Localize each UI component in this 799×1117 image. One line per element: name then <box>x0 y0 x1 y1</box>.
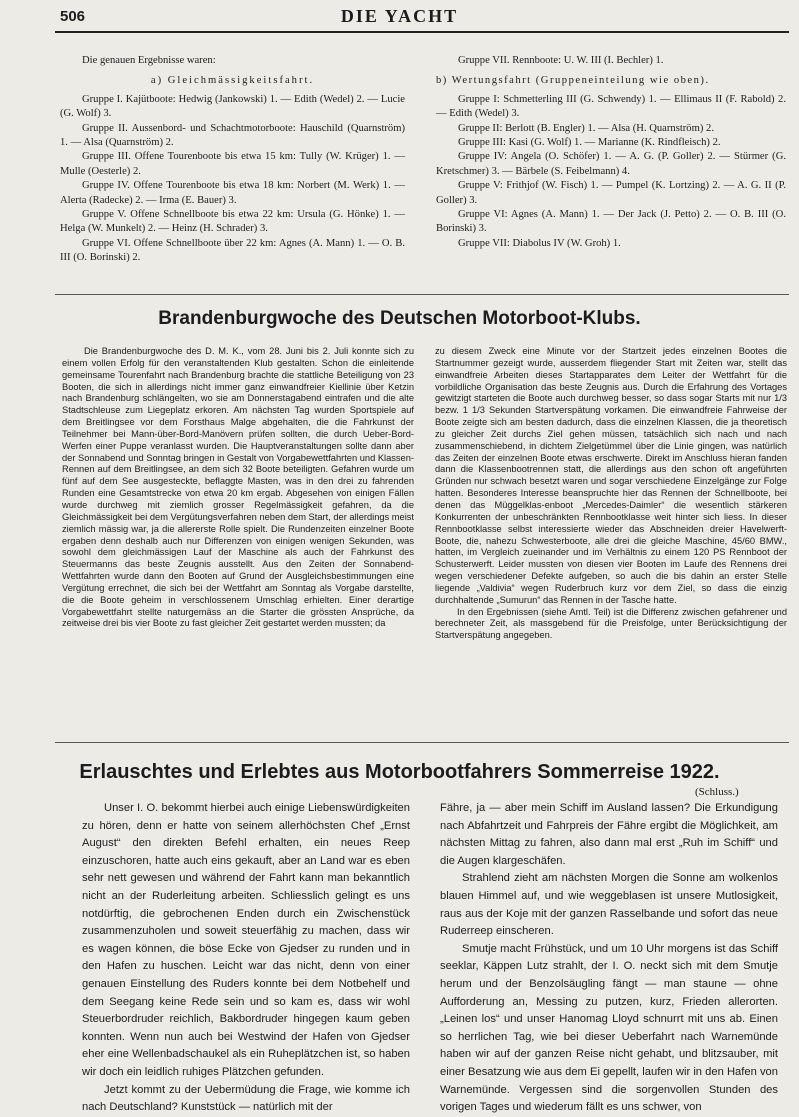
article-paragraph: Fähre, ja — aber mein Schiff im Ausland lassen? Die Erkundigung nach Abfahrtzeit und Fahrpreis der Fähre ergibt die Möglichkeit, am nächsten Mittag zu fahren, also dann mal erst „Ruh im Schiff“ und die Augen klargeschäfen. <box>440 802 778 867</box>
header-rule <box>55 31 789 33</box>
article-2-left-column <box>82 800 410 1117</box>
section-divider <box>55 294 789 295</box>
section-divider <box>55 742 789 743</box>
page-number: 506 <box>60 8 86 25</box>
article-paragraph: Smutje macht Frühstück, und um 10 Uhr morgens ist das Schiff seeklar, Käppen Lutz strahlt, der I. O. neckt sich mit dem Smutje herum und der Benzolsäugling fängt — man staune — ohne Aufforderung an, Messing zu putzen, kurz, Frieden allerorten. „Leinen los“ und unser Hanomag Lloyd schnurrt mit uns ab. Einen so herrlichen Tag, wie bei dieser Ueberfahrt nach Warnemünde haben wir auf der ganzen Reise nicht gehabt, und blitzsauber, mit einer Besatzung wie aus dem Ei gepellt, laufen wir in den Hafen von Warnemünde. Vergessen sind die sorgenvollen Stunden des vorigen Tages und wiederum fällt es uns schwer, von <box>440 942 778 1114</box>
section-a-title: a) Gleichmässigkeitsfahrt. <box>150 75 315 87</box>
article-paragraph: In den Ergebnissen (siehe Amtl. Teil) ist die Differenz zwischen gefahrener und berechneter Zeit, als massgebend für die Preisfolge, unter Berücksichtigung der Startverspätung angegeben. <box>435 606 787 641</box>
section-b-title: b) Wertungsfahrt (Gruppeneinteilung wie oben). <box>436 75 710 87</box>
article-1-right-column <box>435 346 787 642</box>
results-left-column <box>60 54 405 266</box>
result-item: Gruppe V. Offene Schnellboote bis etwa 22 km: Ursula (G. Hönke) 1. — Helga (W. Munkelt) 2. — Heinz (H. Schrader) 3. <box>60 209 405 235</box>
result-item: Gruppe V: Frithjof (W. Fisch) 1. — Pumpel (K. Lortzing) 2. — A. G. II (P. Goller) 3. <box>436 180 786 206</box>
article-2-right-column <box>440 800 778 1117</box>
article-paragraph: zu diesem Zweck eine Minute vor der Startzeit jedes einzelnen Bootes die Startnummer gezeigt wurde, ausserdem fliegender Start mit Zeiten war, stellt das einwandfreie Arbeiten dieses Startapparates dem Leiter der Wettfahrt für die vorbildliche Organisation das beste Zeugnis aus. Durch die Erfahrung des Vortages gewitzigt starteten die Boote auch durchweg besser, so dass sogar Starts mit nur 1/3 bezw. 1 1/3 Sekunden Startverspätung vorkamen. Die einwandfreie Fahrweise der Boote zeigte sich am besten dadurch, dass die einzelnen Klassen, die ja theoretisch zu gleicher Zeit durchs Ziel gehen müssen, tatsächlich sich nach und nach zusammenschiebend, in dichtem Zielgetümmel über die Linie gingen, was natürlich das Zeiten der einzelnen Boote etwas erschwerte. Direkt im Anschluss hieran fanden dann die Klassenbootrennen statt, die allerdings aus den schon oft angeführten Gründen nur schwach besetzt waren und sogar verschiedene Einzelgänge zur Folge hatten. Besonderes Interesse beanspruchte hier das Rennen der Schnellboote, bei denen das Müggelklas-enboot „Mercedes-Daimler“ die wesentlich stärkeren Konkurrenten der unbeschränkten Rennbootklasse weit hinter sich liess. In dieser Rennbootklasse selbst interessierte wieder das Abschneiden dreier Havelwerft-Boote, die, nahezu Schwesterboote, alle drei die gleiche Maschine, 45/60 BMW., hatten, im Vergleich zueinander und im Verhältnis zu einem 120 PS Rennboot der Schusterwerft. Leider mussten von diesen vier Booten im Laufe des Rennens drei wegen verschiedener Defekte aufgeben, so auch die bis dahin an erster Stelle liegende „Valdivia“ wegen Ruderbruch kurz vor dem Ziel, so dass die einzig durchhaltende „Sumurun“ das Rennen in der Tasche hatte. <box>435 346 787 605</box>
result-item: Gruppe I: Schmetterling III (G. Schwendy) 1. — Ellimaus II (F. Rabold) 2. — Edith (Wedel) 3. <box>436 93 786 120</box>
result-item: Gruppe II: Berlott (B. Engler) 1. — Alsa (H. Quarnström) 2. <box>458 122 714 134</box>
results-intro: Die genauen Ergebnisse waren: <box>82 55 216 66</box>
result-item: Gruppe I. Kajütboote: Hedwig (Jankowski) 1. — Edith (Wedel) 2. — Lucie (G. Wolf) 3. <box>60 93 405 120</box>
article-paragraph: Strahlend zieht am nächsten Morgen die Sonne am wolkenlos blauen Himmel auf, und wie weggeblasen ist unsere Mutlosigkeit, raus aus der Koje mit der ganzen Rasselbande und sofort das neue Ruderreep einscheren. <box>440 872 778 938</box>
result-item: Gruppe II. Aussenbord- und Schachtmotorboote: Hauschild (Quarnström) 1. — Alsa (Quarnström) 2. <box>60 122 405 149</box>
result-item: Gruppe VI: Agnes (A. Mann) 1. — Der Jack (J. Petto) 2. — O. B. III (O. Borinski) 3. <box>436 209 786 235</box>
article-1-left-column <box>62 346 414 630</box>
result-item: Gruppe III. Offene Tourenboote bis etwa 15 km: Tully (W. Krüger) 1. — Mulle (Oesterle) 2. <box>60 151 405 177</box>
result-item: Gruppe VII: Diabolus IV (W. Groh) 1. <box>458 237 621 249</box>
result-item: Gruppe VII. Rennboote: U. W. III (I. Bechler) 1. <box>458 55 664 66</box>
article-paragraph: Jetzt kommt zu der Uebermüdung die Frage, wie komme ich nach Deutschland? Kunststück — natürlich mit der <box>82 1083 410 1114</box>
article-paragraph: Unser I. O. bekommt hierbei auch einige Liebenswürdigkeiten zu hören, denn er hatte von seinem allerhöchsten Chef „Ernst August“ den direkten Befehl erhalten, ein neues Reep einzuschoren, hatte auch eins gekauft, aber an Land war es eben sehr nett gewesen und während der Fahrt kann man bekanntlich nicht an der Ruderleitung arbeiten. Schliesslich gelingt es uns notdürftig, die gebrochenen Enden durch ein Zwischenstück zusammenzuholen und soweit steuerfähig zu machen, dass wir es wagen können, die böse Ecke von Gjedser zu runden und in den Hafen zu huschen. Leicht war das nicht, denn von einer genauen Einstellung des Ruders konnte bei dem Notbehelf und dem Seegang keine Rede sein und so kam es, dass wir wohl Steuerbordruder reichlich, Bakbordruder hingegen kaum geben konnten. Wenn nun auch bei Westwind der Hafen von Gjedser eher eine Wellenbadschaukel als ein Ruheplätzchen ist, so haben wir doch ein leidlich ruhiges Plätzchen gefunden. <box>82 802 410 1078</box>
result-item: Gruppe IV. Offene Tourenboote bis etwa 18 km: Norbert (M. Werk) 1. — Alerta (Radecke) 2. — Irma (E. Bauer) 3. <box>60 180 405 206</box>
journal-title: DIE YACHT <box>340 6 459 26</box>
article-2-title: Erlauschtes und Erlebtes aus Motorbootfahrers Sommerreise 1922. <box>79 761 720 783</box>
result-item: Gruppe III: Kasi (G. Wolf) 1. — Marianne (K. Rindfleisch) 2. <box>458 137 721 149</box>
results-right-column <box>436 54 786 251</box>
article-paragraph: Die Brandenburgwoche des D. M. K., vom 28. Juni bis 2. Juli konnte sich zu einem vollen Erfolg für den veranstaltenden Klub gestalten. Schon die einleitende gemeinsame Tourenfahrt nach Brandenburg brachte die stattliche Beteiligung von 23 Booten, die sich in allerdings nicht immer ganz einwandfreier Kiellinie über Ketzin nach Brandenburg schlängelten, wo sie am Donnerstagabend eintrafen und die alte Stadtschleuse zum Liegeplatz erkoren. Am nächsten Tag wurden Sportspiele auf dem Breitlingsee vor dem Forsthaus Malge abgehalten, die die Fahrkunst der Teilnehmer bei Mann-über-Bord-Manövern prüfen sollten, die durch Ueber-Bord-Werfen einer Puppe veranlasst wurden. Die Hauptveranstaltungen sollte dann aber der Sonnabend und Sonntag bringen in Gestalt von Vorgabewettfahrten und Klassen-Rennen auf dem Breitlingsee, an dem sich 32 Boote beteiligten. Gefahren wurde um fünf auf dem See ausgesteckte, beflaggte Masten, was in den drei zu fahrenden Runden eine Gesamtstrecke von etwa 20 km ergab. Abgesehen von einigen Fällen wurde durchweg mit ziemlich grosser Regelmässigkeit gefahren, da die Gleichmässigkeit bei dem Vergütungsverfahren neben dem Start, der allerdings meist ziemlich mässig war, ja die allererste Rolle spielt. Die Rundenzeiten einzelner Boote ergaben denn deshalb auch nur Differenzen von einigen wenigen Sekunden, was sowohl dem gleichmässigen Lauf der Maschine als auch der Fahrkunst des Steuermanns das beste Zeugnis ausstellt. Aus den Zeiten der Sonnabend-Wettfahrten wurde dann den Booten auf Grund der Ausgleichsbestimmungen eine Vergütung errechnet, die sich bei der Wettfahrt am Sonntag als Vorgabe darstellte, die die Boote geheim in verschlossenem Umschlag erhielten. Einer derartige Vorgabewettfahrt stellte naturgemäss an die Starter die grössten Ansprüche, da zeitweise drei bis vier Boote zu fast gleicher Zeit gestartet werden mussten; da <box>62 346 414 629</box>
article-1-title: Brandenburgwoche des Deutschen Motorboot-Klubs. <box>158 308 641 329</box>
result-item: Gruppe VI. Offene Schnellboote über 22 km: Agnes (A. Mann) 1. — O. B. III (O. Borinski) 2. <box>60 237 405 264</box>
result-item: Gruppe IV: Angela (O. Schöfer) 1. — A. G. (P. Goller) 2. — Stürmer (G. Kretschmer) 3. — Bärbele (S. Feibelmann) 4. <box>436 151 786 177</box>
article-2-suffix: (Schluss.) <box>695 786 739 798</box>
